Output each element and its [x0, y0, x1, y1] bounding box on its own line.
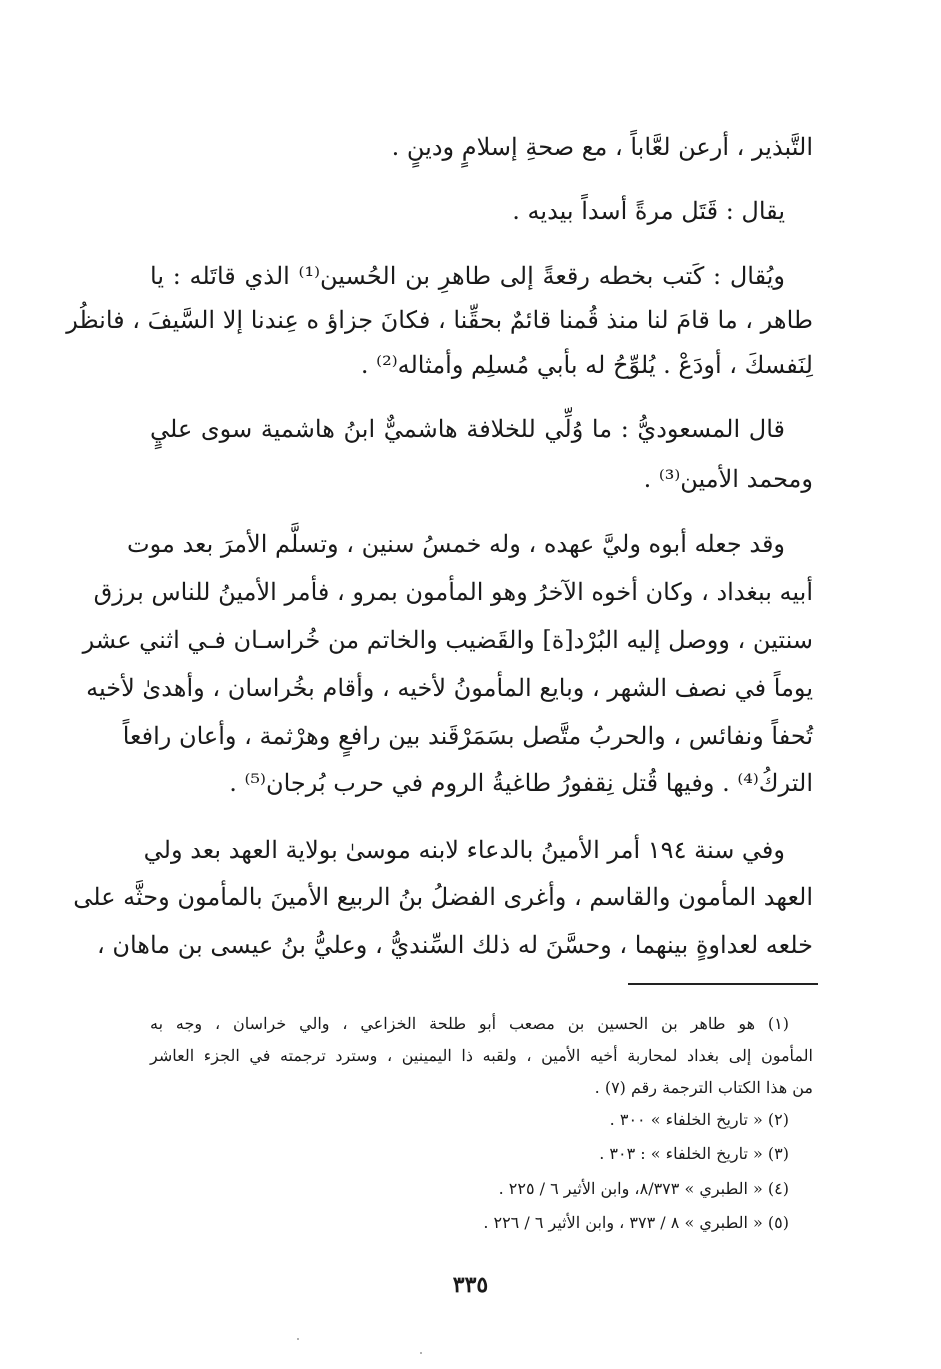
body-line-12: تُحفاً ونفائس ، والحربُ متَّصل بسَمَرْقَند بين رافعٍ وهرْثمة ، وأعان رافعاً	[122, 722, 813, 750]
scan-speck	[420, 1352, 422, 1354]
body-line-13: التركُ⁽⁴⁾ . وفيها قُتل نِقفورُ طاغيةُ الروم في حرب بُرجان⁽⁵⁾ .	[229, 769, 813, 797]
scan-speck	[297, 1338, 299, 1340]
footnote-2: (٢) « تاريخ الخلفاء » ٣٠٠ .	[609, 1110, 789, 1129]
footnote-3: (٣) « تاريخ الخلفاء » : ٣٠٣ .	[599, 1144, 789, 1163]
footnote-1-line-1: (١) هو طاهر بن الحسين بن مصعب أبو طلحة الخزاعي ، والي خراسان ، وجه به	[150, 1014, 790, 1033]
body-line-5: لِنَفسكَ ، أودَعْ . يُلوِّحُ له بأبي مُسلِم وأمثاله⁽²⁾ .	[360, 351, 813, 379]
body-line-14: وفي سنة ١٩٤ أمر الأمينُ بالدعاء لابنه موسىٰ بولاية العهد بعد ولي	[143, 836, 785, 864]
body-line-6: قال المسعوديُّ : ما وُلِّي للخلافة هاشميٌّ ابنُ هاشمية سوى عليٍ	[150, 415, 785, 443]
body-line-16: خلعه لعداوةٍ بينهما ، وحسَّنَ له ذلك السِّنديُّ ، وعليُّ بنُ عيسى بن ماهان ،	[96, 931, 813, 959]
body-line-3: ويُقال : كَتب بخطه رقعةً إلى طاهرِ بن الحُسين⁽¹⁾ الذي قاتَله : يا	[150, 262, 785, 290]
body-line-4: طاهر ، ما قامَ لنا منذ قُمنا قائمٌ بحقِّنا ، فكانَ جزاؤ ه عِندنا إلا السَّيفَ ، فانظُر	[66, 306, 813, 334]
body-line-9: أبيه ببغداد ، وكان أخوه الآخرُ وهو المأمون بمرو ، فأمر الأمينُ للناس برزق	[93, 578, 813, 606]
footnote-4: (٤) « الطبري » ٨/٣٧٣، وابن الأثير ٦ / ٢٢٥ .	[498, 1179, 789, 1198]
body-line-15: العهد المأمون والقاسم ، وأغرى الفضلُ بنُ الربيع الأمينَ بالمأمون وحثَّه على	[73, 883, 813, 911]
footnote-separator	[628, 983, 818, 985]
body-line-2: يقال : قَتَل مرةً أسداً بيديه .	[512, 197, 785, 225]
body-line-7: ومحمد الأمين⁽³⁾ .	[643, 465, 813, 493]
body-line-1: التَّبذير ، أرعن لعَّاباً ، مع صحةِ إسلامٍ ودينٍ .	[391, 133, 813, 161]
body-line-11: يوماً في نصف الشهر ، وبايع المأمونُ لأخيه ، وأقام بخُراسان ، وأهدىٰ لأخيه	[86, 674, 813, 702]
footnote-1-line-3: من هذا الكتاب الترجمة رقم (٧) .	[594, 1078, 813, 1097]
footnote-5: (٥) « الطبري » ٨ / ٣٧٣ ، وابن الأثير ٦ / ٢٢٦ .	[483, 1213, 789, 1232]
body-line-10: سنتين ، ووصل إليه البُرْد[ة] والقَضيب والخاتم من خُراسـان فـي اثني عشر	[82, 626, 813, 654]
page-number: ٣٣٥	[452, 1272, 489, 1298]
body-line-8: وقد جعله أبوه وليَّ عهده ، وله خمسُ سنين ، وتسلَّم الأمرَ بعد موت	[126, 530, 785, 558]
footnote-1-line-2: المأمون إلى بغداد لمحاربة أخيه الأمين ، ولقبه ذا اليمينين ، وسترد ترجمته في الجزء العاشر	[150, 1046, 813, 1065]
